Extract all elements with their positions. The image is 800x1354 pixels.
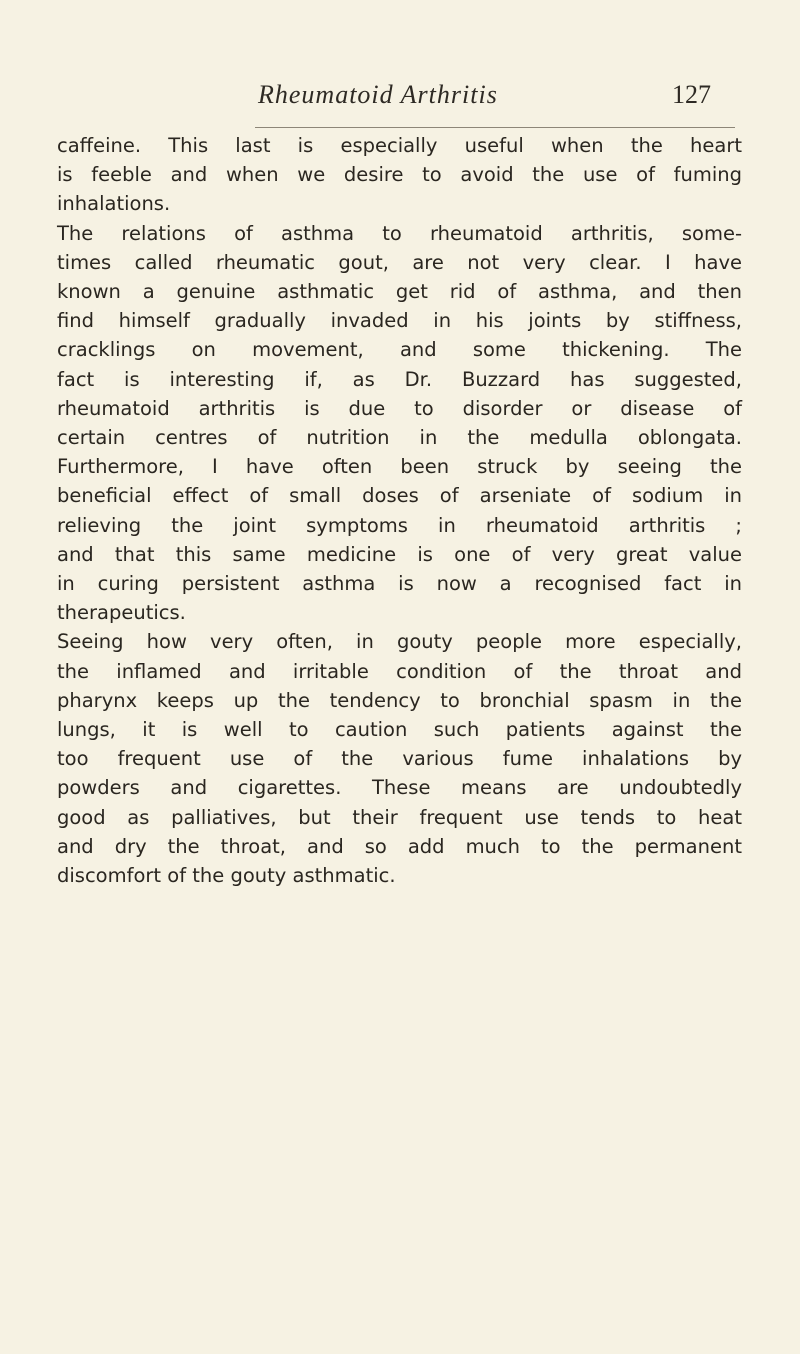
text-line: relieving the joint symptoms in rheumatoid arthritis ; [57,513,742,537]
text-line: and dry the throat, and so add much to the permanent [57,834,742,858]
text-line: beneficial effect of small doses of arseniate of sodium in [57,484,742,508]
header-rule [255,127,735,128]
text-line: find himself gradually invaded in his joints by stiffness, [57,309,742,333]
text-line: fact is interesting if, as Dr. Buzzard has suggested, [57,367,742,391]
paragraph-2 [57,219,742,628]
text-line: powders and cigarettes. These means are undoubtedly [57,776,742,800]
text-line: good as palliatives, but their frequent use tends to heat [57,805,742,829]
paragraph-1 [57,131,742,219]
text-line: in curing persistent asthma is now a recognised fact in [57,572,742,596]
text-line: rheumatoid arthritis is due to disorder or disease of [57,396,742,420]
text-line: caffeine. This last is especially useful when the heart [57,134,742,157]
text-line: known a genuine asthmatic get rid of asthma, and then [57,280,742,304]
text-line: pharynx keeps up the tendency to bronchial spasm in the [57,688,742,712]
text-line: cracklings on movement, and some thickening. The [57,338,742,362]
text-line: therapeutics. [57,601,186,625]
text-line: discomfort of the gouty asthmatic. [57,864,396,888]
text-line: the inflamed and irritable condition of the throat and [57,659,742,683]
page-number: 127 [672,80,711,109]
text-line: inhalations. [57,192,171,216]
running-title: Rheumatoid Arthritis [258,80,498,109]
text-line: and that this same medicine is one of very great value [57,542,742,566]
running-head [0,80,800,120]
body-text [57,131,742,890]
paragraph-3 [57,627,742,890]
text-line: lungs, it is well to caution such patients against the [57,718,742,742]
text-line: is feeble and when we desire to avoid the use of fuming [57,163,742,187]
text-line: certain centres of nutrition in the medulla oblongata. [57,426,742,450]
text-line: too frequent use of the various fume inhalations by [57,747,742,771]
text-line: times called rheumatic gout, are not very clear. I have [57,250,742,274]
text-line: The relations of asthma to rheumatoid arthritis, some- [57,221,742,245]
text-line: Seeing how very often, in gouty people more especially, [57,630,742,654]
text-line: Furthermore, I have often been struck by seeing the [57,455,742,479]
